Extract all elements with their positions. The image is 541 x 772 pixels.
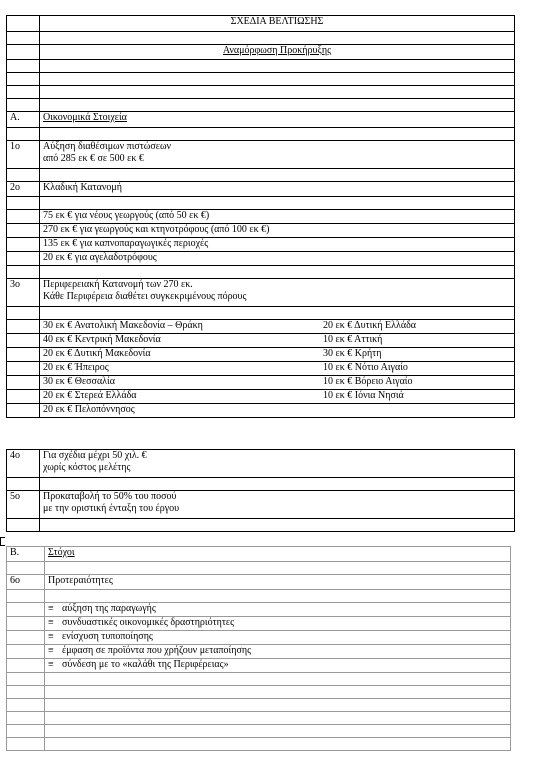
table-cell: [7, 376, 40, 390]
table-cell: [45, 686, 511, 699]
allocation-line: 270 εκ € για γεωργούς και κτηνοτρόφους (από 100 εκ €): [40, 224, 515, 238]
table-cell: [7, 617, 45, 631]
table-cell: [7, 699, 45, 712]
table-cell: [40, 519, 515, 532]
table-cell: [7, 60, 40, 73]
table-cell: [7, 73, 40, 86]
lower-table: [6, 546, 511, 751]
table-cell: [45, 673, 511, 686]
table-cell: [45, 725, 511, 738]
item-1-number: 1ο: [7, 141, 40, 169]
table-cell: [7, 590, 45, 603]
section-a-title: Οικονομικά Στοιχεία: [40, 112, 515, 128]
region-row: 20 εκ € Ήπειρος 10 εκ € Νότιο Αιγαίο: [40, 362, 515, 376]
item-2-number: 2ο: [7, 182, 40, 197]
table-cell: [40, 99, 515, 112]
allocation-line: 75 εκ € για νέους γεωργούς (από 50 εκ €): [40, 210, 515, 224]
item-3-text: Περιφερειακή Κατανομή των 270 εκ. Κάθε Περιφέρεια διαθέτει συγκεκριμένους πόρους: [40, 279, 515, 307]
table-cell: [7, 725, 45, 738]
table-cell: [40, 266, 515, 279]
table-cell: [7, 266, 40, 279]
table-cell: [40, 60, 515, 73]
table-cell: [7, 307, 40, 320]
table-cell: [7, 86, 40, 99]
table-cell: [45, 712, 511, 725]
table-cell: [7, 197, 40, 210]
priority-item: ≡ συνδυαστικές οικονομικές δραστηριότητες: [45, 617, 511, 631]
section-b-title: Στόχοι: [45, 547, 511, 562]
item-5-number: 5ο: [7, 491, 40, 519]
table-cell: [7, 478, 40, 491]
table-cell: [7, 320, 40, 334]
table-edge-marker: [0, 537, 5, 546]
table-cell: [45, 562, 511, 575]
table-cell: [7, 390, 40, 404]
table-cell: [7, 224, 40, 238]
table-cell: [7, 738, 45, 751]
upper-table: [6, 15, 515, 418]
section-a-label: A.: [7, 112, 40, 128]
triple-bar-icon: ≡: [48, 645, 54, 656]
triple-bar-icon: ≡: [48, 617, 54, 628]
table-cell: [40, 197, 515, 210]
item-2-title: Κλαδική Κατανομή: [40, 182, 515, 197]
priority-item: ≡ σύνδεση με το «καλάθι της Περιφέρειας»: [45, 659, 511, 673]
table-cell: [7, 348, 40, 362]
table-cell: [7, 519, 40, 532]
triple-bar-icon: ≡: [48, 603, 54, 614]
priority-item: ≡ ενίσχυση τυποποίησης: [45, 631, 511, 645]
table-cell: [40, 128, 515, 141]
item-4-number: 4ο: [7, 450, 40, 478]
region-row: 20 εκ € Στερεά Ελλάδα 10 εκ € Ιόνια Νησιά: [40, 390, 515, 404]
table-cell: [40, 32, 515, 45]
region-row: 30 εκ € Θεσσαλία 10 εκ € Βόρειο Αιγαίο: [40, 376, 515, 390]
allocation-line: 135 εκ € για καπνοπαραγωγικές περιοχές: [40, 238, 515, 252]
table-cell: [7, 32, 40, 45]
table-cell: [7, 659, 45, 673]
table-cell: [7, 362, 40, 376]
table-cell: [7, 169, 40, 182]
triple-bar-icon: ≡: [48, 659, 54, 670]
table-cell: [7, 603, 45, 617]
table-cell: [7, 210, 40, 224]
triple-bar-icon: ≡: [48, 631, 54, 642]
table-cell: [40, 307, 515, 320]
region-row: 20 εκ € Πελοπόννησος: [40, 404, 515, 418]
region-row: 40 εκ € Κεντρική Μακεδονία 10 εκ € Αττική: [40, 334, 515, 348]
item-1-text: Αύξηση διαθέσιμων πιστώσεων από 285 εκ € σε 500 εκ €: [40, 141, 515, 169]
item-5-text: Προκαταβολή το 50% του ποσού με την οριστική ένταξη του έργου: [40, 491, 515, 519]
table-cell: [7, 128, 40, 141]
table-cell: [40, 73, 515, 86]
table-cell: [7, 45, 40, 60]
item-6-number: 6ο: [7, 575, 45, 590]
allocation-line: 20 εκ € για αγελαδοτρόφους: [40, 252, 515, 266]
section-b-label: B.: [7, 547, 45, 562]
document-title: ΣΧΕΔΙΑ ΒΕΛΤΙΩΣΗΣ: [40, 16, 515, 32]
table-cell: [40, 86, 515, 99]
priority-item: ≡ αύξηση της παραγωγής: [45, 603, 511, 617]
item-3-number: 3ο: [7, 279, 40, 307]
table-cell: [7, 404, 40, 418]
priority-item: ≡ έμφαση σε προϊόντα που χρήζουν μεταποίησης: [45, 645, 511, 659]
table-cell: [45, 590, 511, 603]
table-cell: [7, 16, 40, 32]
table-cell: [7, 334, 40, 348]
table-cell: [7, 252, 40, 266]
table-cell: [40, 169, 515, 182]
table-cell: [7, 645, 45, 659]
table-cell: [7, 712, 45, 725]
region-row: 20 εκ € Δυτική Μακεδονία 30 εκ € Κρήτη: [40, 348, 515, 362]
item-4-text: Για σχέδια μέχρι 50 χιλ. € χωρίς κόστος μελέτης: [40, 450, 515, 478]
table-cell: [7, 631, 45, 645]
table-cell: [7, 562, 45, 575]
document-subtitle: Αναμόρφωση Προκήρυξης: [40, 45, 515, 60]
item-6-title: Προτεραιότητες: [45, 575, 511, 590]
table-cell: [40, 478, 515, 491]
region-row: 30 εκ € Ανατολική Μακεδονία – Θράκη 20 εκ € Δυτική Ελλάδα: [40, 320, 515, 334]
middle-table: [6, 449, 515, 532]
table-cell: [45, 699, 511, 712]
table-cell: [7, 686, 45, 699]
table-cell: [7, 673, 45, 686]
table-cell: [7, 99, 40, 112]
table-cell: [45, 738, 511, 751]
table-cell: [7, 238, 40, 252]
